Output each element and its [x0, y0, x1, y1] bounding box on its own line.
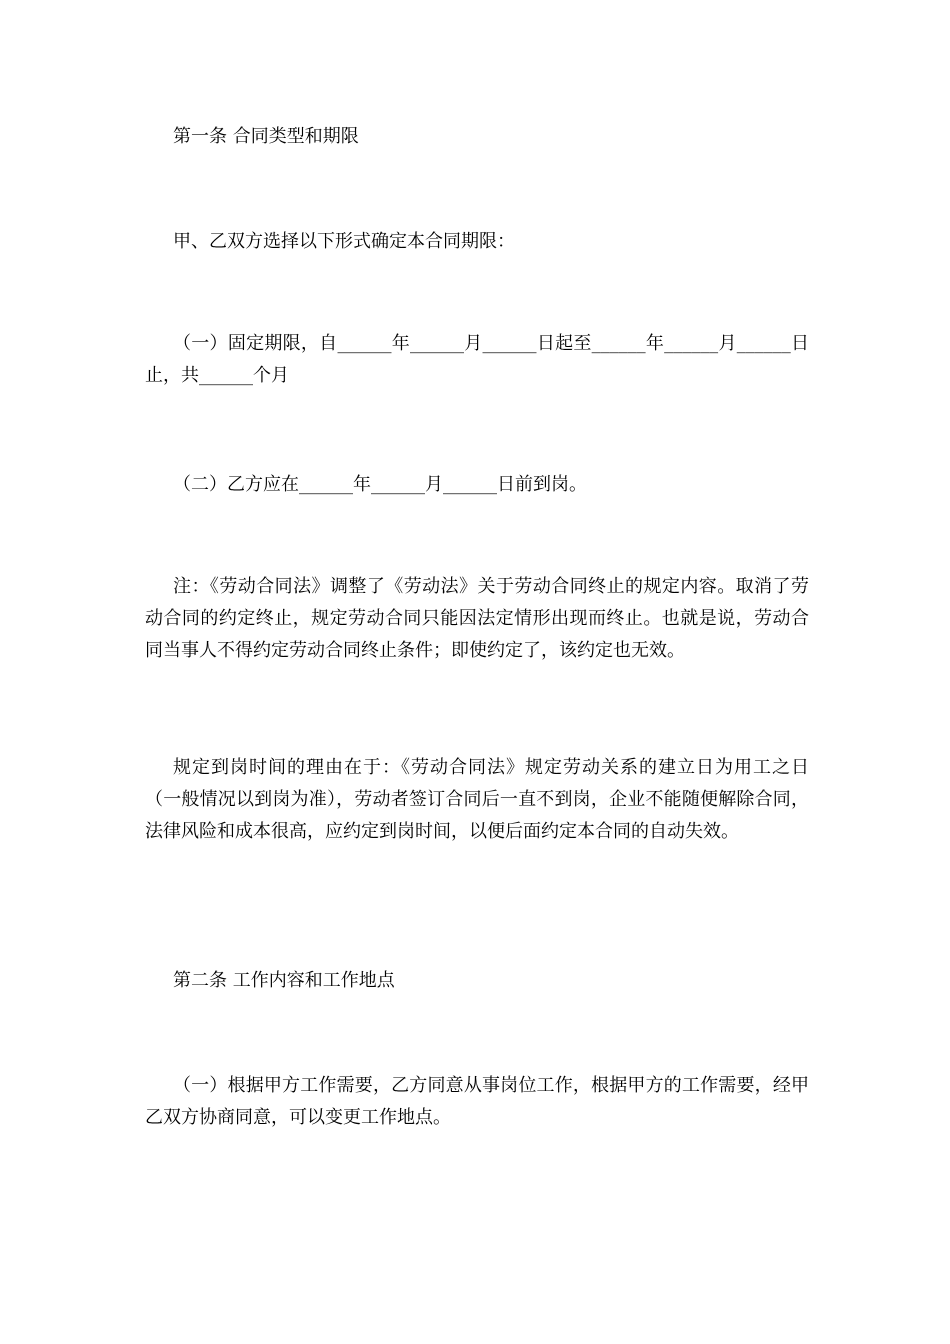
article-2-heading: 第二条 工作内容和工作地点 [173, 970, 395, 991]
article-1-heading: 第一条 合同类型和期限 [173, 126, 359, 147]
paragraph-note: 注：《劳动合同法》调整了《劳动法》关于劳动合同终止的规定内容。取消了劳动合同的约定终止，规定劳动合同只能因法定情形出现而终止。也就是说，劳动合同当事人不得约定劳动合同终止条件；即使约定了，该约定也无效。 [145, 576, 809, 661]
paragraph-reason: 规定到岗时间的理由在于：《劳动合同法》规定劳动关系的建立日为用工之日（一般情况以到岗为准），劳动者签订合同后一直不到岗，企业不能随便解除合同，法律风险和成本很高，应约定到岗时间，以便后面约定本合同的自动失效。 [145, 757, 809, 842]
paragraph-term-selection: 甲、乙双方选择以下形式确定本合同期限： [173, 231, 515, 252]
paragraph-fixed-term: （一）固定期限，自______年______月______日起至______年______月______日止，共______个月 [145, 333, 809, 386]
paragraph-work-content: （一）根据甲方工作需要，乙方同意从事岗位工作，根据甲方的工作需要，经甲乙双方协商同意，可以变更工作地点。 [145, 1075, 809, 1128]
paragraph-report-date: （二）乙方应在______年______月______日前到岗。 [173, 474, 587, 495]
